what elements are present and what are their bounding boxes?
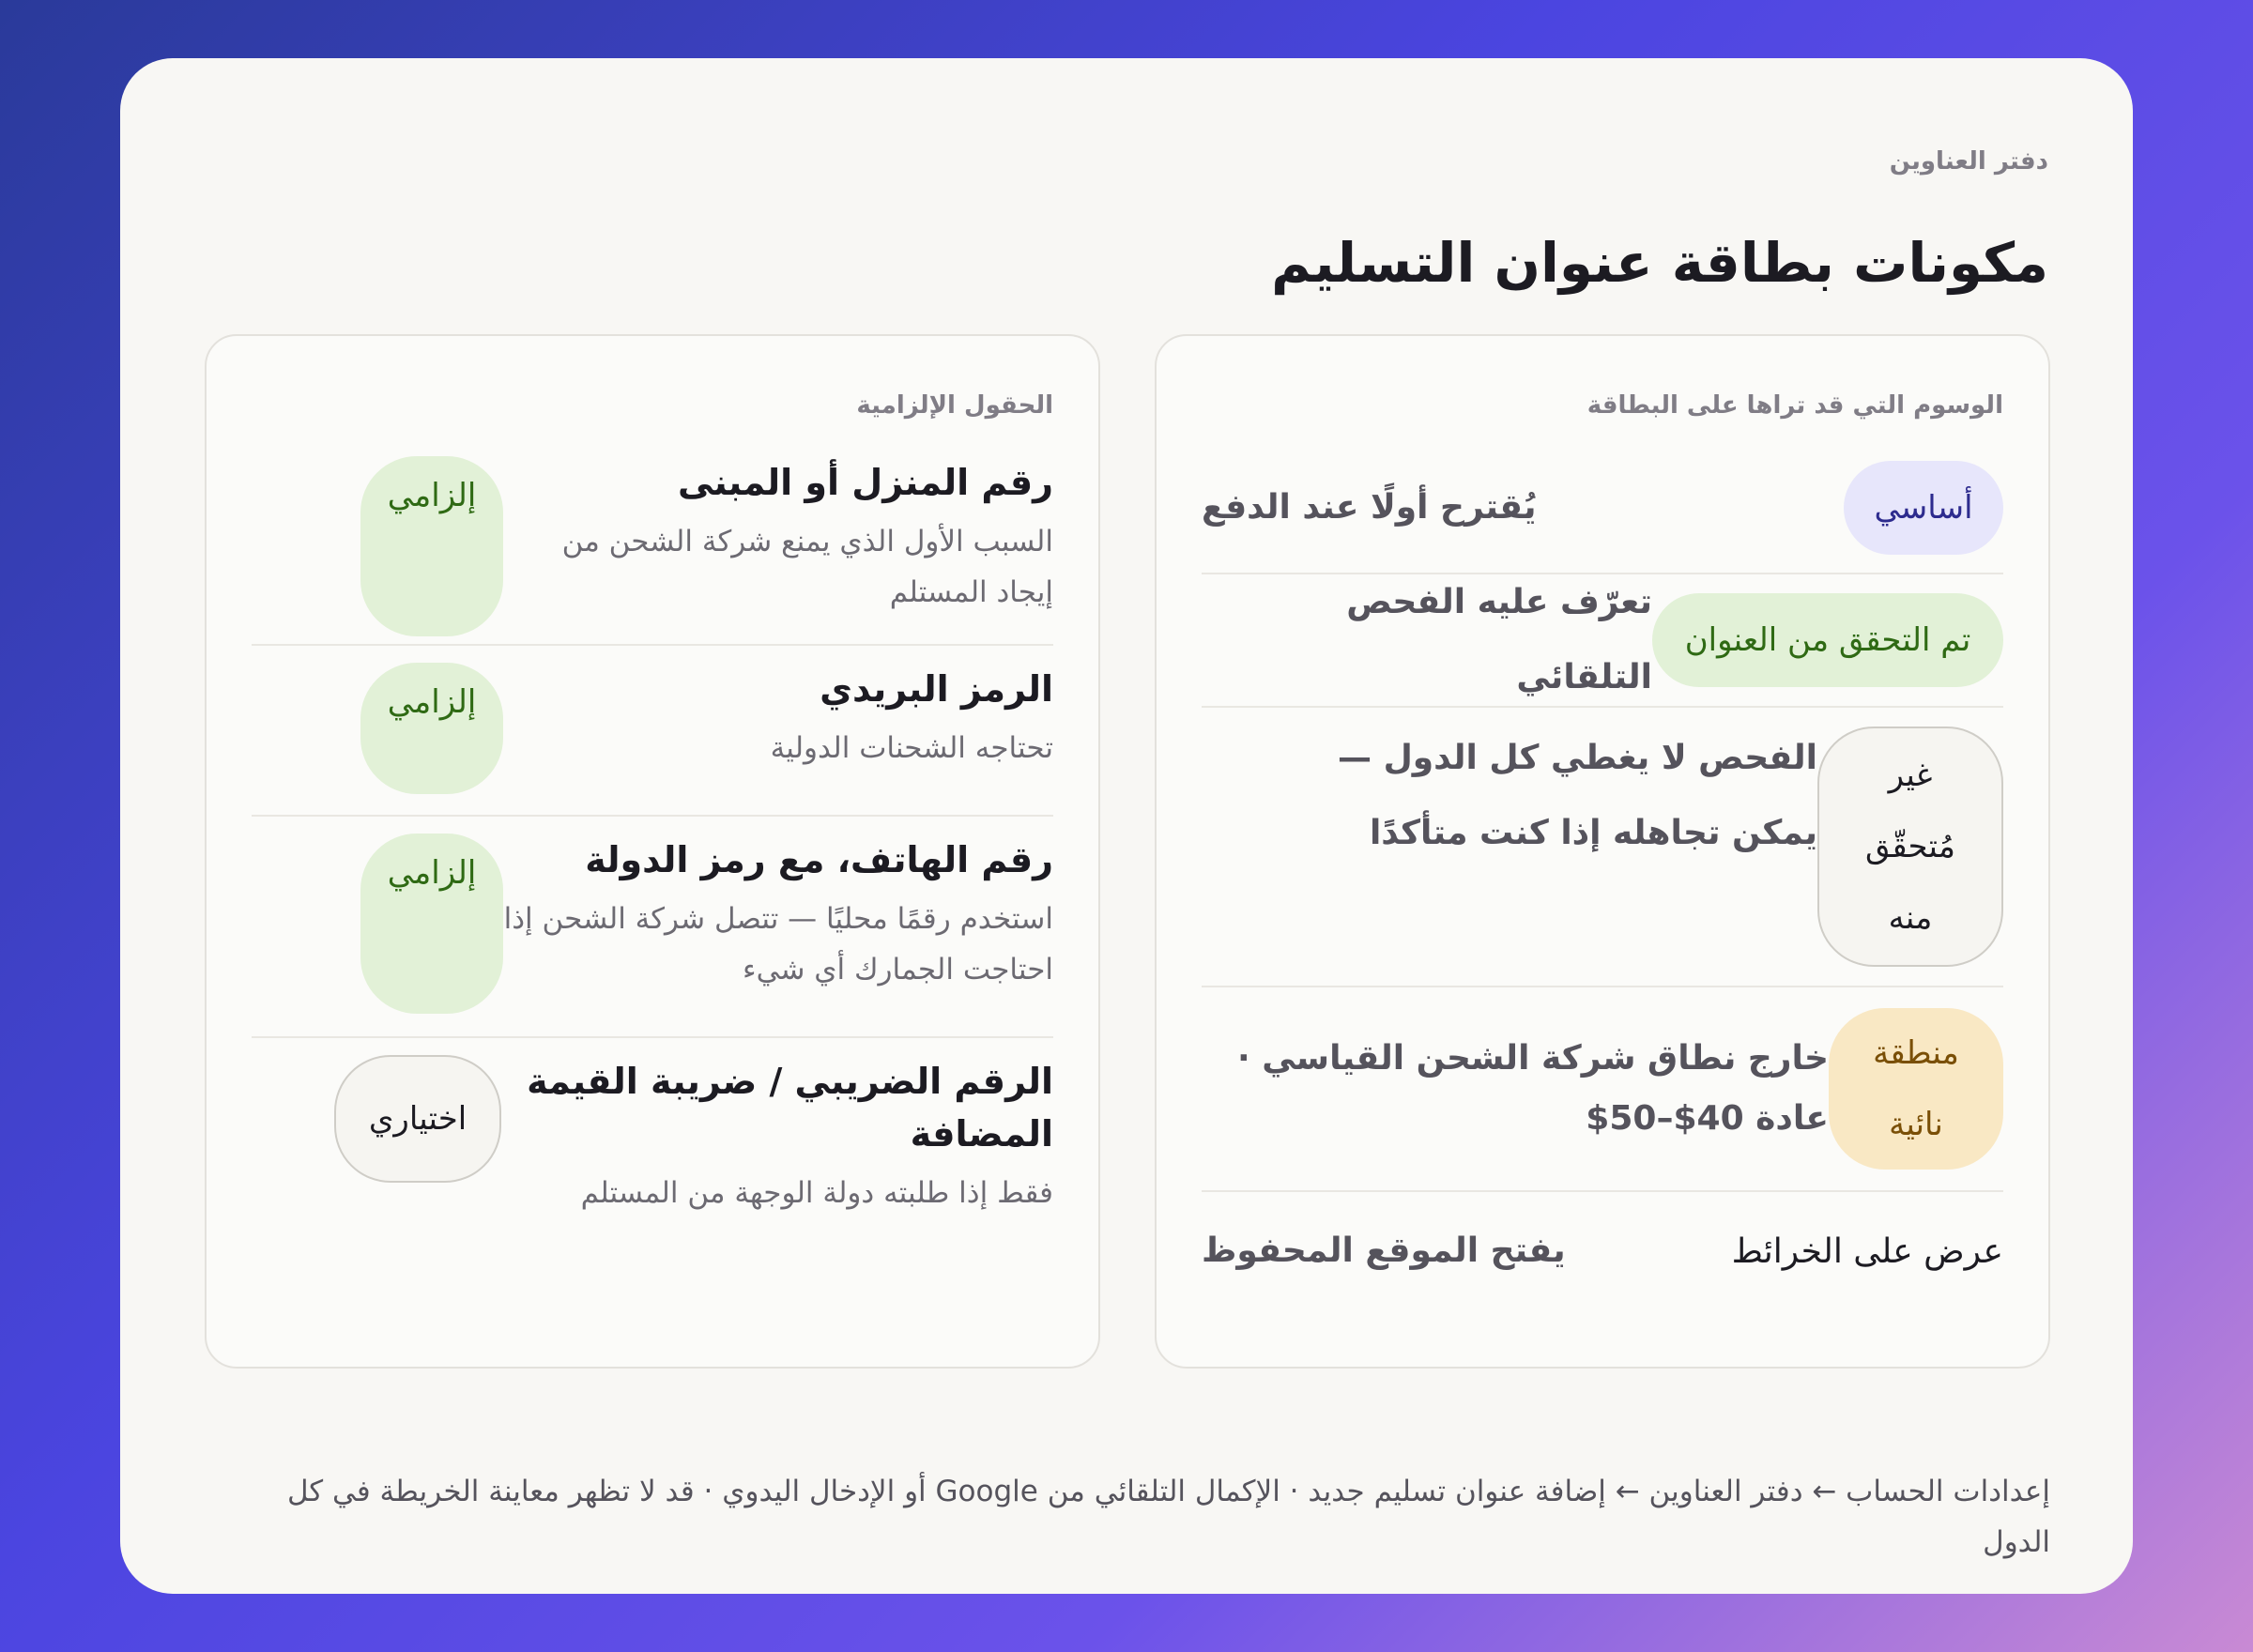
required-fields-panel bbox=[205, 334, 1100, 1369]
badge-row-remote bbox=[1202, 987, 2003, 1192]
field-row-tax-id bbox=[252, 1038, 1053, 1210]
required-tag: إلزامي bbox=[360, 663, 503, 794]
badge-description: تعرّف عليه الفحص التلقائي bbox=[1346, 583, 1652, 696]
badge-description: يُقترح أولًا عند الدفع bbox=[1202, 488, 1537, 527]
badge-description: يفتح الموقع المحفوظ bbox=[1202, 1231, 1566, 1270]
optional-tag: اختياري bbox=[334, 1055, 501, 1183]
field-title: رقم الهاتف، مع رمز الدولة bbox=[585, 839, 1053, 880]
field-row-postal-code bbox=[252, 646, 1053, 817]
badge-description: الفحص لا يغطي كل الدول — يمكن تجاهله إذا كنت متأكدًا bbox=[1338, 739, 1817, 852]
required-panel-heading: الحقول الإلزامية bbox=[856, 391, 1053, 420]
field-subtitle: فقط إذا طلبته دولة الوجهة من المستلم bbox=[580, 1176, 1053, 1210]
address-card-help bbox=[120, 58, 2133, 1594]
required-tag: إلزامي bbox=[360, 456, 503, 636]
field-title: الرقم الضريبي / ضريبة القيمة المضافة bbox=[527, 1061, 1053, 1155]
badge-row-primary bbox=[1202, 443, 2003, 574]
unverified-badge: غير مُتحقّق منه bbox=[1817, 727, 2003, 967]
field-subtitle: استخدم رقمًا محليًا — تتصل شركة الشحن إذا احتاجت الجمارك أي شيء bbox=[503, 902, 1053, 987]
footer-note: إعدادات الحساب ← دفتر العناوين ← إضافة عنوان تسليم جديد · الإكمال التلقائي من Google أو الإدخال اليدوي · قد لا تظهر معاينة الخريطة في كل الدول bbox=[286, 1475, 2050, 1559]
breadcrumb[interactable]: دفتر العناوين bbox=[1889, 147, 2048, 176]
badge-row-verified bbox=[1202, 574, 2003, 708]
badge-description: خارج نطاق شركة الشحن القياسي · عادة 40$–50$ bbox=[1237, 1039, 1829, 1138]
field-title: الرمز البريدي bbox=[820, 668, 1053, 710]
remote-area-badge: منطقة نائية bbox=[1829, 1008, 2003, 1170]
badge-row-map bbox=[1202, 1192, 2003, 1310]
primary-badge: أساسي bbox=[1844, 461, 2003, 555]
field-title: رقم المنزل أو المبنى bbox=[677, 462, 1053, 503]
page-title: مكونات بطاقة عنوان التسليم bbox=[1271, 231, 2048, 295]
verified-badge: تم التحقق من العنوان bbox=[1652, 593, 2003, 687]
field-subtitle: السبب الأول الذي يمنع شركة الشحن من إيجاد المستلم bbox=[561, 525, 1053, 609]
view-on-map-link[interactable]: عرض على الخرائط bbox=[1731, 1231, 2003, 1271]
field-row-phone bbox=[252, 817, 1053, 1038]
badges-panel bbox=[1155, 334, 2050, 1369]
field-subtitle: تحتاجه الشحنات الدولية bbox=[770, 731, 1053, 765]
required-tag: إلزامي bbox=[360, 834, 503, 1014]
badge-row-unverified bbox=[1202, 708, 2003, 987]
badges-panel-heading: الوسوم التي قد تراها على البطاقة bbox=[1586, 391, 2003, 420]
field-row-house-number bbox=[252, 443, 1053, 646]
